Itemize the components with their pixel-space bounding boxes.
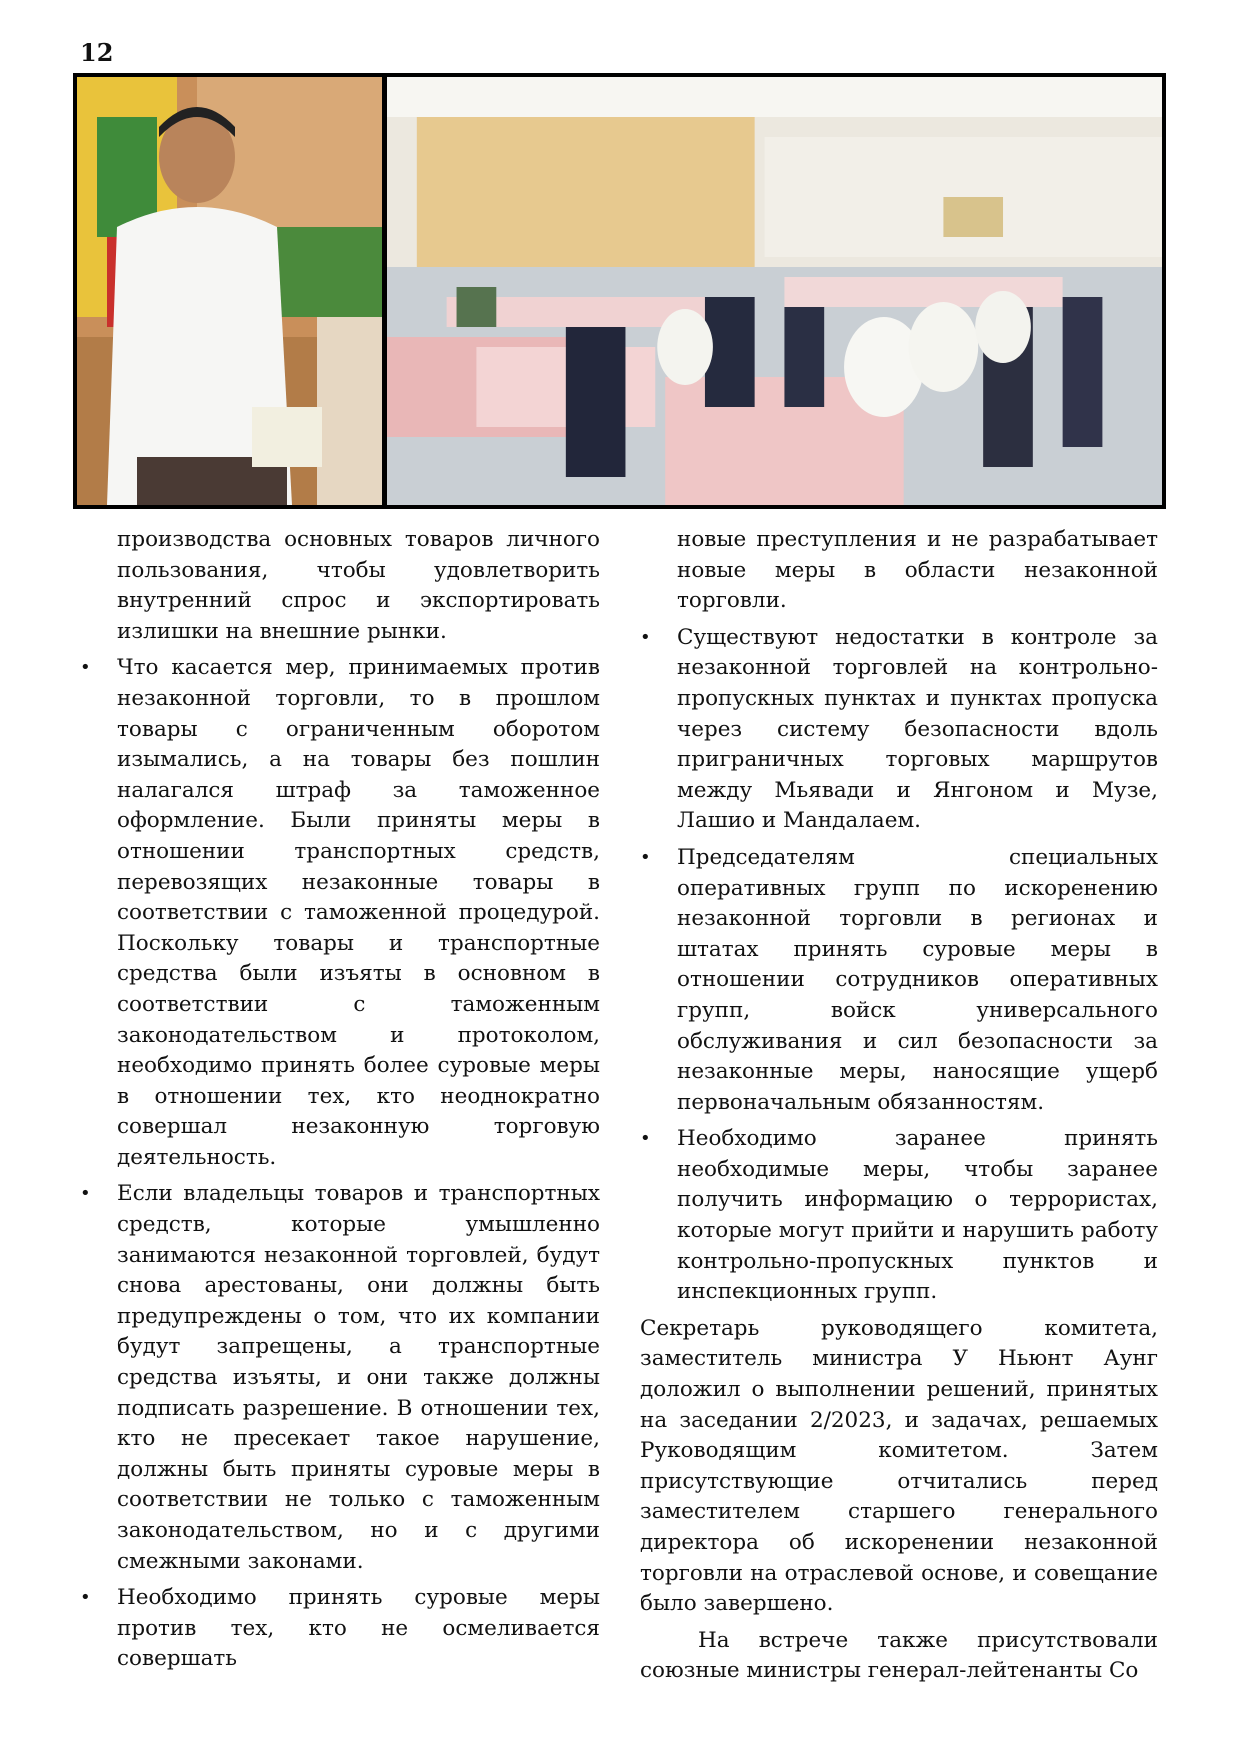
meeting-hall-photo bbox=[387, 77, 1162, 505]
body-paragraph: На встрече также присутствовали союзные министры генерал-лейтенанты Со bbox=[640, 1627, 1158, 1684]
bullet-icon: • bbox=[640, 1128, 651, 1150]
list-item bbox=[80, 653, 600, 1173]
bullet-icon: • bbox=[640, 846, 651, 868]
speaker-photo bbox=[77, 77, 382, 505]
list-item-text: Если владельцы товаров и транспортных средств, которые умышленно занимаются незаконной торговлей, будут снова арестованы, они должны быть предупреждены о том, что их компании будут запрещены, а транспортные средства изъяты, и они также должны подписать разрешение. В отношении тех, кто не пресекает такое нарушение, должны быть приняты суровые меры в соответствии не только с таможенным законодательством, но и с другими смежными законами. bbox=[117, 1181, 600, 1574]
list-item bbox=[80, 1583, 600, 1675]
bullet-icon: • bbox=[640, 626, 651, 648]
page-number: 12 bbox=[80, 38, 114, 67]
list-item-text: Что касается мер, принимаемых против незаконной торговли, то в прошлом товары с ограниченным оборотом изымались, а на товары без пошлин налагался штраф за таможенное оформление. Были приняты меры в отношении транспортных средств, перевозящих незаконные товары в соответствии с таможенной процедурой. Поскольку товары и транспортные средства были изъяты в основном в соответствии с таможенным законодательством и протоколом, необходимо принять более суровые меры в отношении тех, кто неоднократно совершал незаконную торговую деятельность. bbox=[117, 655, 600, 1170]
bullet-icon: • bbox=[80, 1587, 91, 1609]
list-item bbox=[640, 1124, 1158, 1308]
bullet-list bbox=[80, 653, 600, 1675]
continued-paragraph: производства основных товаров личного пользования, чтобы удовлетворить внутренний спрос и экспортировать излишки на внешние рынки. bbox=[117, 527, 600, 644]
bullet-list bbox=[640, 623, 1158, 1308]
list-item bbox=[640, 843, 1158, 1118]
list-item-text: Необходимо принять суровые меры против тех, кто не осмеливается совершать bbox=[117, 1585, 600, 1672]
list-item bbox=[640, 623, 1158, 837]
list-item bbox=[80, 1179, 600, 1577]
body-paragraph: Секретарь руководящего комитета, заместитель министра У Ньюнт Аунг доложил о выполнении решений, принятых на заседании 2/2023, и задачах, решаемых Руководящим комитетом. Затем присутствующие отчитались перед заместителем старшего генерального директора об искоренении незаконной торговли на отраслевой основе, и совещание было завершено. bbox=[640, 1315, 1158, 1617]
list-item-text: Председателям специальных оперативных групп по искоренению незаконной торговли в регионах и штатах принять суровые меры в отношении сотрудников оперативных групп, войск универсального обслуживания и сил безопасности за незаконные меры, наносящие ущерб первоначальным обязанностям. bbox=[677, 844, 1158, 1115]
right-column bbox=[640, 525, 1158, 1687]
left-column bbox=[80, 525, 600, 1681]
continued-paragraph: новые преступления и не разрабатывает новые меры в области незаконной торговли. bbox=[677, 527, 1158, 614]
bullet-icon: • bbox=[80, 1183, 91, 1205]
bullet-icon: • bbox=[80, 657, 91, 679]
list-item-text: Необходимо заранее принять необходимые меры, чтобы заранее получить информацию о террористах, которые могут прийти и нарушить работу контрольно-пропускных пунктов и инспекционных групп. bbox=[677, 1126, 1158, 1305]
list-item-text: Существуют недостатки в контроле за незаконной торговлей на контрольно-пропускных пунктах и пунктах пропуска через систему безопасности вдоль приграничных торговых маршрутов между Мьявади и Янгоном и Музе, Лашио и Мандалаем. bbox=[677, 624, 1158, 834]
photo-frame bbox=[73, 73, 1166, 509]
